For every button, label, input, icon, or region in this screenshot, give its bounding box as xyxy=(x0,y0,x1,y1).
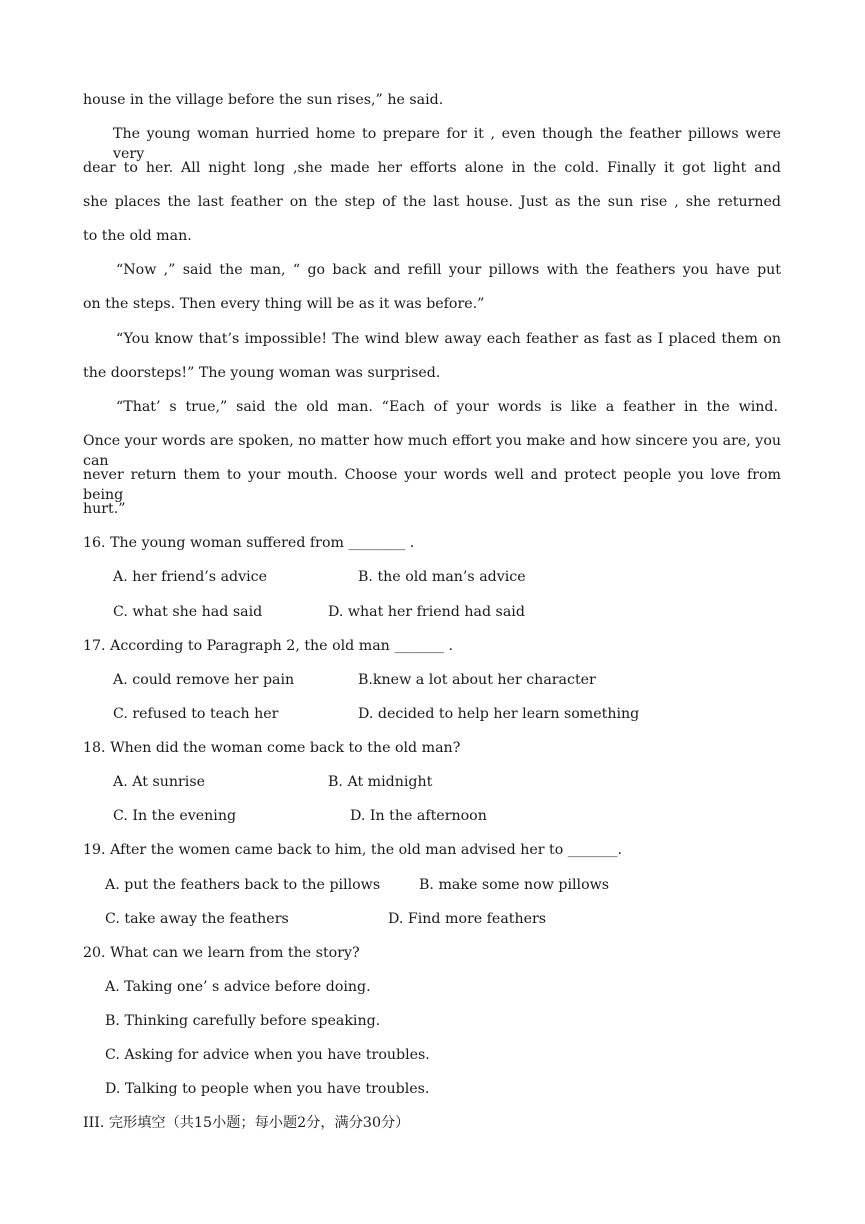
passage-line: The young woman hurried home to prepare for it , even though the feather pillows were very xyxy=(113,126,781,162)
passage-line: to the old man. xyxy=(83,228,192,244)
option-16-c: C. what she had said xyxy=(113,604,263,620)
passage-line: she places the last feather on the step of the last house. Just as the sun rise , she returned xyxy=(83,194,781,210)
passage-line: dear to her. All night long ,she made her efforts alone in the cold. Finally it got light and xyxy=(83,160,781,176)
option-17-d: D. decided to help her learn something xyxy=(358,706,640,722)
passage-line: Once your words are spoken, no matter how much effort you make and how sincere you are, you can xyxy=(83,433,781,469)
question-stem-20: 20. What can we learn from the story? xyxy=(83,945,360,961)
passage-line: house in the village before the sun rises,” he said. xyxy=(83,92,444,108)
option-16-d: D. what her friend had said xyxy=(328,604,525,620)
passage-line: hurt.” xyxy=(83,501,126,517)
question-stem-17: 17. According to Paragraph 2, the old man _______ . xyxy=(83,638,453,654)
question-stem-18: 18. When did the woman come back to the old man? xyxy=(83,740,461,756)
option-20-c: C. Asking for advice when you have troubles. xyxy=(105,1047,430,1063)
option-18-a: A. At sunrise xyxy=(113,774,206,790)
passage-line: on the steps. Then every thing will be as it was before.” xyxy=(83,296,485,312)
question-stem-19: 19. After the women came back to him, the old man advised her to _______. xyxy=(83,842,622,858)
option-20-b: B. Thinking carefully before speaking. xyxy=(105,1013,381,1029)
option-18-d: D. In the afternoon xyxy=(350,808,487,824)
option-16-b: B. the old man’s advice xyxy=(358,569,526,585)
section-heading: III. 完形填空（共15小题；每小题2分，满分30分） xyxy=(83,1115,410,1131)
option-20-d: D. Talking to people when you have troubles. xyxy=(105,1081,430,1097)
option-19-b: B. make some now pillows xyxy=(419,877,610,893)
option-19-c: C. take away the feathers xyxy=(105,911,289,927)
option-18-c: C. In the evening xyxy=(113,808,237,824)
option-17-b: B.knew a lot about her character xyxy=(358,672,596,688)
passage-line: never return them to your mouth. Choose your words well and protect people you love from being xyxy=(83,467,781,503)
passage-line: “Now ,” said the man, “ go back and refill your pillows with the feathers you have put xyxy=(116,262,781,278)
option-20-a: A. Taking one’ s advice before doing. xyxy=(105,979,371,995)
passage-line: the doorsteps!” The young woman was surprised. xyxy=(83,365,441,381)
question-stem-16: 16. The young woman suffered from ________ . xyxy=(83,535,415,551)
option-16-a: A. her friend’s advice xyxy=(113,569,268,585)
option-18-b: B. At midnight xyxy=(328,774,433,790)
option-19-a: A. put the feathers back to the pillows xyxy=(105,877,381,893)
passage-line: “You know that’s impossible! The wind blew away each feather as fast as I placed them on xyxy=(116,331,781,347)
option-17-c: C. refused to teach her xyxy=(113,706,279,722)
option-17-a: A. could remove her pain xyxy=(113,672,295,688)
passage-line: “That’ s true,” said the old man. “Each of your words is like a feather in the wind. xyxy=(116,399,778,415)
option-19-d: D. Find more feathers xyxy=(388,911,547,927)
